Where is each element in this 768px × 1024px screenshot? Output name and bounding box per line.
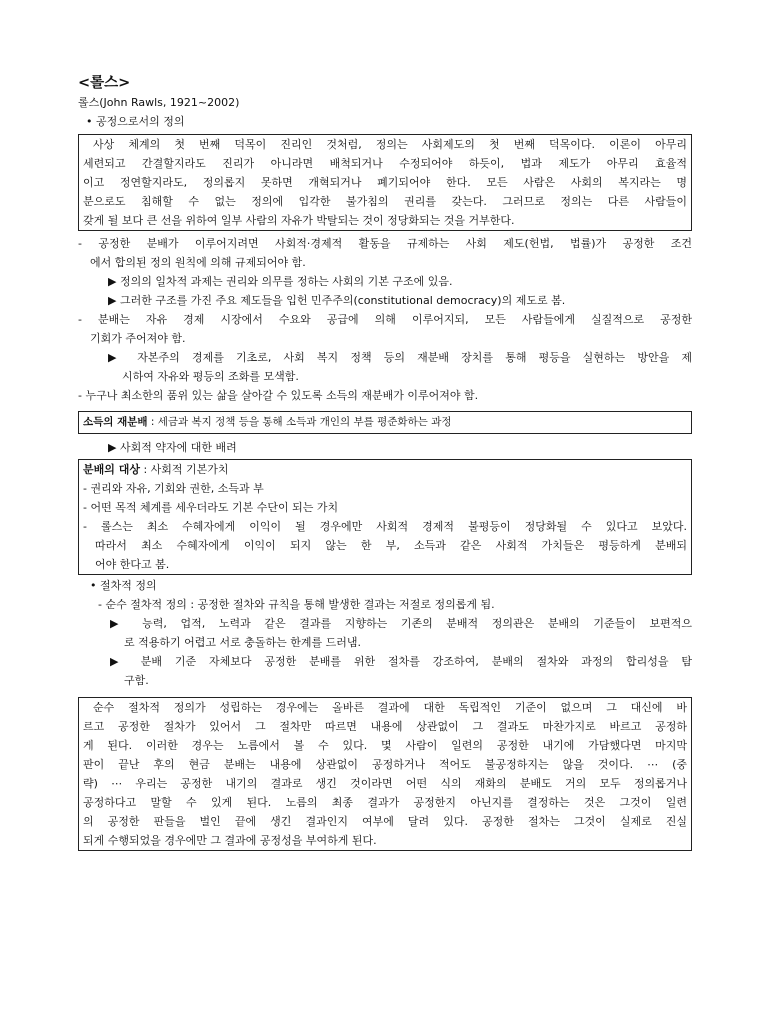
quote-line: 게 된다. 이러한 경우는 노름에서 볼 수 있다. 몇 사람이 일련의 공정한 내기에 가담했다면 마지막 [83, 739, 687, 752]
quote-line: 세련되고 간결할지라도 진리가 아니라면 배척되거나 수정되어야 하듯이, 법과 제도가 아무리 효율적 [83, 157, 687, 170]
quote-box-justice [78, 134, 692, 231]
list-item: - 분배는 자유 경제 시장에서 수요와 공급에 의해 이루어지되, 모든 사람들에게 실질적으로 공정한 [78, 313, 692, 326]
info-box-distribution-target [78, 459, 692, 575]
quote-line: 략) ⋯ 우리는 공정한 내기의 결과로 생긴 것이라면 어떤 식의 재화의 분배도 거의 모두 정의롭거나 [83, 777, 687, 790]
list-item: - 권리와 자유, 기회와 권한, 소득과 부 [83, 482, 264, 495]
list-item: ▶ 그러한 구조를 가진 주요 제도들을 입헌 민주주의(constitutional democracy)의 제도로 봄. [108, 294, 566, 307]
quote-line: 분으로도 침해할 수 없는 정의에 입각한 불가침의 권리를 갖는다. 그러므로 정의는 다른 사람들이 [83, 195, 687, 208]
definition-box-redistribution [78, 411, 692, 434]
list-item: 따라서 최소 수혜자에게 이익이 되지 않는 한 부, 소득과 같은 사회적 가치들은 평등하게 분배되 [95, 539, 687, 552]
list-item: 시하여 자유와 평등의 조화를 모색함. [122, 370, 299, 383]
quote-line: 순수 절차적 정의가 성립하는 경우에는 올바른 결과에 대한 독립적인 기준이 없으며 그 대신에 바 [93, 701, 687, 714]
list-item: - 어떤 목적 체계를 세우더라도 기본 수단이 되는 가치 [83, 501, 339, 514]
quote-line: 갖게 될 보다 큰 선을 위하여 일부 사람의 자유가 박탈되는 것이 정당화되는 것을 거부한다. [83, 214, 515, 227]
list-item: ▶ 능력, 업적, 노력과 같은 결과를 지향하는 기존의 분배적 정의관은 분배의 기준들이 보편적으 [110, 617, 692, 630]
definition-text: : 세금과 복지 정책 등을 통해 소득과 개인의 부를 평준화하는 과정 [147, 416, 452, 428]
list-item: 기회가 주어져야 함. [90, 332, 186, 345]
quote-line: 판이 끝난 후의 현금 분배는 내용에 상관없이 공정하거나 적어도 불공정하지는 않을 것이다. ⋯ (중 [83, 758, 687, 771]
list-item: 로 적용하기 어렵고 서로 충돌하는 한계를 드러냄. [124, 636, 361, 649]
box-heading-rest: : 사회적 기본가치 [139, 463, 229, 476]
quote-line: 의 공정한 판들을 벌인 끝에 생긴 결과인지 여부에 달려 있다. 공정한 절차는 그것이 실제로 진실 [83, 815, 687, 828]
list-item: 구함. [124, 674, 149, 687]
section-procedural-justice [78, 576, 692, 690]
page-title: <롤스> [78, 75, 131, 91]
list-item: 어야 한다고 봄. [95, 558, 170, 571]
quote-line: 사상 체계의 첫 번째 덕목이 진리인 것처럼, 정의는 사회제도의 첫 번째 덕목이다. 이론이 아무리 [93, 138, 687, 151]
box-heading-term: 분배의 대상 [83, 463, 140, 476]
quote-line: 이고 정연할지라도, 정의롭지 못하면 개혁되거나 폐기되어야 한다. 모든 사람은 사회의 복지라는 명 [83, 176, 687, 189]
list-item: - 순수 절차적 정의 : 공정한 절차와 규칙을 통해 발생한 결과는 저절로 정의롭게 됨. [98, 598, 495, 611]
definition-term: 소득의 재분배 [83, 416, 148, 428]
list-item: ▶ 분배 기준 자체보다 공정한 분배를 위한 절차를 강조하여, 분배의 절차와 과정의 합리성을 탐 [110, 655, 692, 668]
author-line: 롤스(John Rawls, 1921~2002) [78, 96, 240, 109]
quote-line: 공정하다고 말할 수 있게 된다. 노름의 최종 결과가 공정한지 아닌지를 결정하는 것은 그것이 일련 [83, 796, 687, 809]
points-list-fair-distribution [78, 234, 692, 405]
list-item: - 공정한 분배가 이루어지려면 사회적·경제적 활동을 규제하는 사회 제도(헌법, 법률)가 공정한 조건 [78, 237, 692, 250]
list-item: ▶ 정의의 일차적 과제는 권리와 의무를 정하는 사회의 기본 구조에 있음. [108, 275, 453, 288]
quote-box-procedural [78, 697, 692, 851]
list-item: 에서 합의된 정의 원칙에 의해 규제되어야 함. [90, 256, 306, 269]
list-item: ▶ 자본주의 경제를 기초로, 사회 복지 정책 등의 재분배 장치를 통해 평등을 실현하는 방안을 제 [108, 351, 692, 364]
box-heading [79, 460, 691, 479]
list-item: • 절차적 정의 [90, 579, 157, 592]
quote-line: 르고 공정한 절차가 있어서 그 절차만 따르면 내용에 상관없이 그 결과도 마찬가지로 바르고 공정하 [83, 720, 687, 733]
definition-line [79, 413, 691, 432]
document-page [78, 74, 692, 851]
list-item: - 롤스는 최소 수혜자에게 이익이 될 경우에만 사회적 경제적 불평등이 정당화될 수 있다고 보았다. [83, 520, 687, 533]
arrow-point-vulnerable: ▶ 사회적 약자에 대한 배려 [108, 441, 237, 454]
section-heading-justice-as-fairness: • 공정으로서의 정의 [86, 115, 185, 128]
list-item: - 누구나 최소한의 품위 있는 삶을 살아갈 수 있도록 소득의 재분배가 이루어져야 함. [78, 389, 479, 402]
quote-line: 되게 수행되었을 경우에만 그 결과에 공정성을 부여하게 된다. [83, 834, 377, 847]
